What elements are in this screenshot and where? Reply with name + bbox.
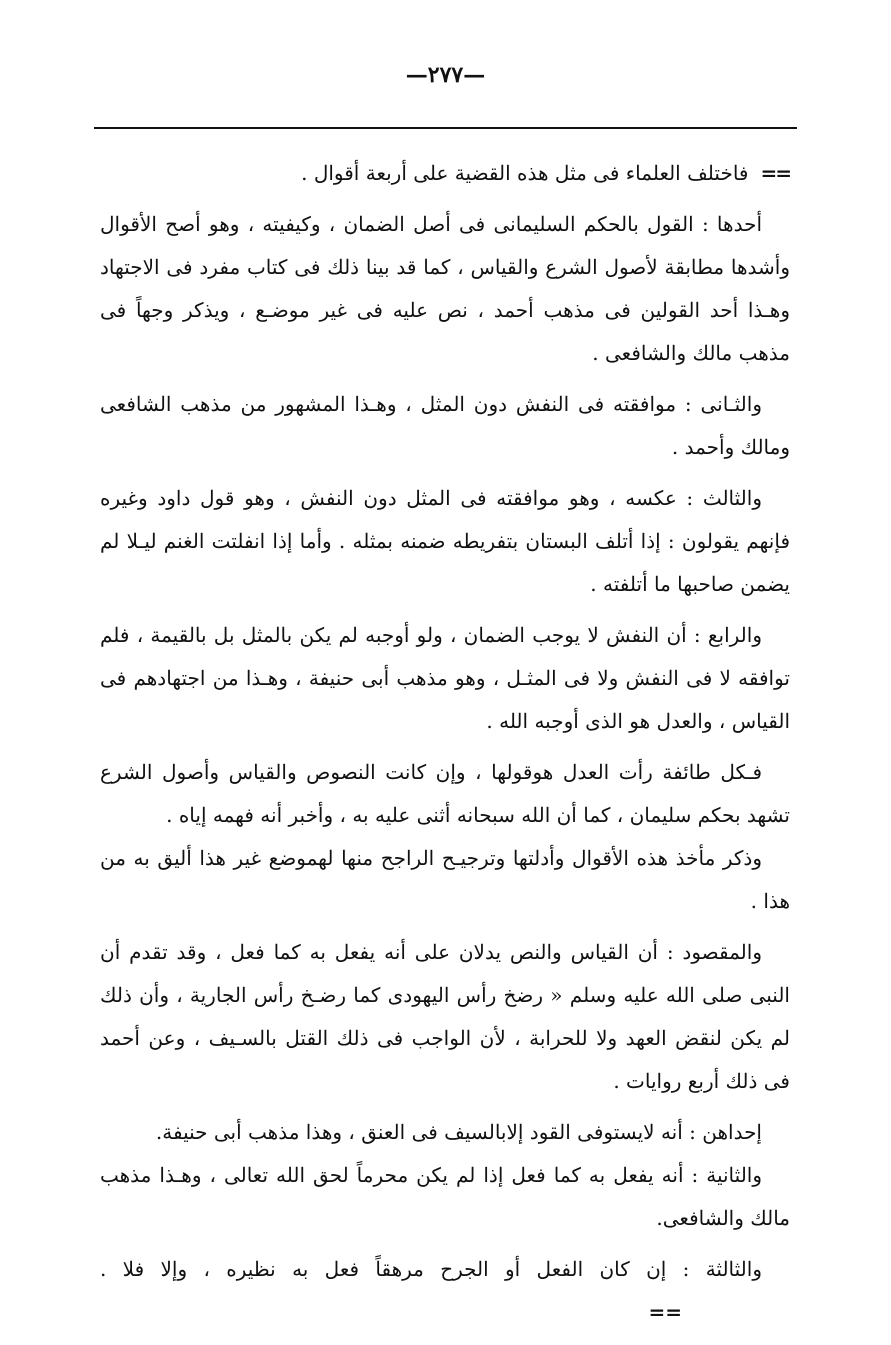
paragraph-text: أحدها : القول بالحكم السليمانى فى أصل الضمان ، وكيفيته ، وهو أصح الأقوال وأشدها مطابقة لأصول الشرع والقياس ، كما قد بينا ذلك فى كتاب مفرد فى الاجتهاد وهـذا أحد القولين فى مذهب أحمد ، نص عليه فى غير موضـع ، ويذكر وجهاً فى مذهب مالك والشافعى . (100, 212, 790, 365)
paragraph-text: والرابع : أن النفش لا يوجب الضمان ، ولو أوجبه لم يكن بالمثل بل بالقيمة ، فلم توافقه لا فى النفش ولا فى المثـل ، وهو مذهب أبى حنيفة ، وهـذا من اجتهادهم فى القياس ، والعدل هو الذى أوجبه الله . (100, 623, 790, 733)
paragraph-text: وذكر مأخذ هذه الأقوال وأدلتها وترجيـح الراجح منها لهموضع غير هذا أليق به من هذا . (100, 846, 790, 913)
paragraph-opinion-2 (100, 383, 790, 469)
paragraph-text: والمقصود : أن القياس والنص يدلان على أنه يفعل به كما فعل ، وقد تقدم أن النبى صلى الله عليه وسلم « رضخ رأس اليهودى كما رضـخ رأس الجارية ، وأن ذلك لم يكن لنقض العهد ولا للحرابة ، لأن الواجب فى ذلك القتل بالسـيف ، وعن أحمد فى ذلك أربع روايات . (100, 940, 790, 1093)
paragraph-text: والثالث : عكسه ، وهو موافقته فى المثل دون النفش ، وهو قول داود وغيره فإنهم يقولون : إذا أتلف البستان بتفريطه ضمنه بمثله . وأما إذا انفلتت الغنم ليـلا لم يضمن صاحبها ما أتلفته . (100, 486, 790, 596)
paragraph-narration-1 (100, 1111, 790, 1154)
paragraph-opinion-3 (100, 477, 790, 606)
paragraph-text: فاختلف العلماء فى مثل هذه القضية على أربعة أقوال . (301, 161, 749, 185)
page-body (100, 152, 790, 1342)
paragraph-narration-3 (100, 1248, 790, 1334)
header-rule (94, 127, 797, 129)
continuation-marker-end: == (648, 1300, 682, 1324)
continuation-marker: == (760, 161, 790, 185)
paragraph-opinion-4 (100, 614, 790, 743)
paragraph-narration-2 (100, 1154, 790, 1240)
paragraph-sources-note (100, 837, 790, 923)
paragraph-text: والثالثة : إن كان الفعل أو الجرح مرهقاً فعل به نظيره ، وإلا فلا . (100, 1257, 762, 1281)
paragraph-purpose (100, 931, 790, 1103)
paragraph-text: فـكل طائفة رأت العدل هوقولها ، وإن كانت النصوص والقياس وأصول الشرع تشهد بحكم سليمان ، كما أن الله سبحانه أثنى عليه به ، وأخبر أنه فهمه إياه . (100, 760, 790, 827)
paragraph-text: والثانية : أنه يفعل به كما فعل إذا لم يكن محرماً لحق الله تعالى ، وهـذا مذهب مالك والشافعى. (100, 1163, 790, 1230)
page-number: —٢٧٧— (405, 62, 486, 88)
paragraph-intro (100, 152, 790, 195)
paragraph-text: إحداهن : أنه لايستوفى القود إلابالسيف فى العنق ، وهذا مذهب أبى حنيفة. (155, 1120, 762, 1144)
paragraph-each-group (100, 751, 790, 837)
paragraph-text: والثـانى : موافقته فى النفش دون المثل ، وهـذا المشهور من مذهب الشافعى ومالك وأحمد . (100, 392, 790, 459)
paragraph-opinion-1 (100, 203, 790, 375)
